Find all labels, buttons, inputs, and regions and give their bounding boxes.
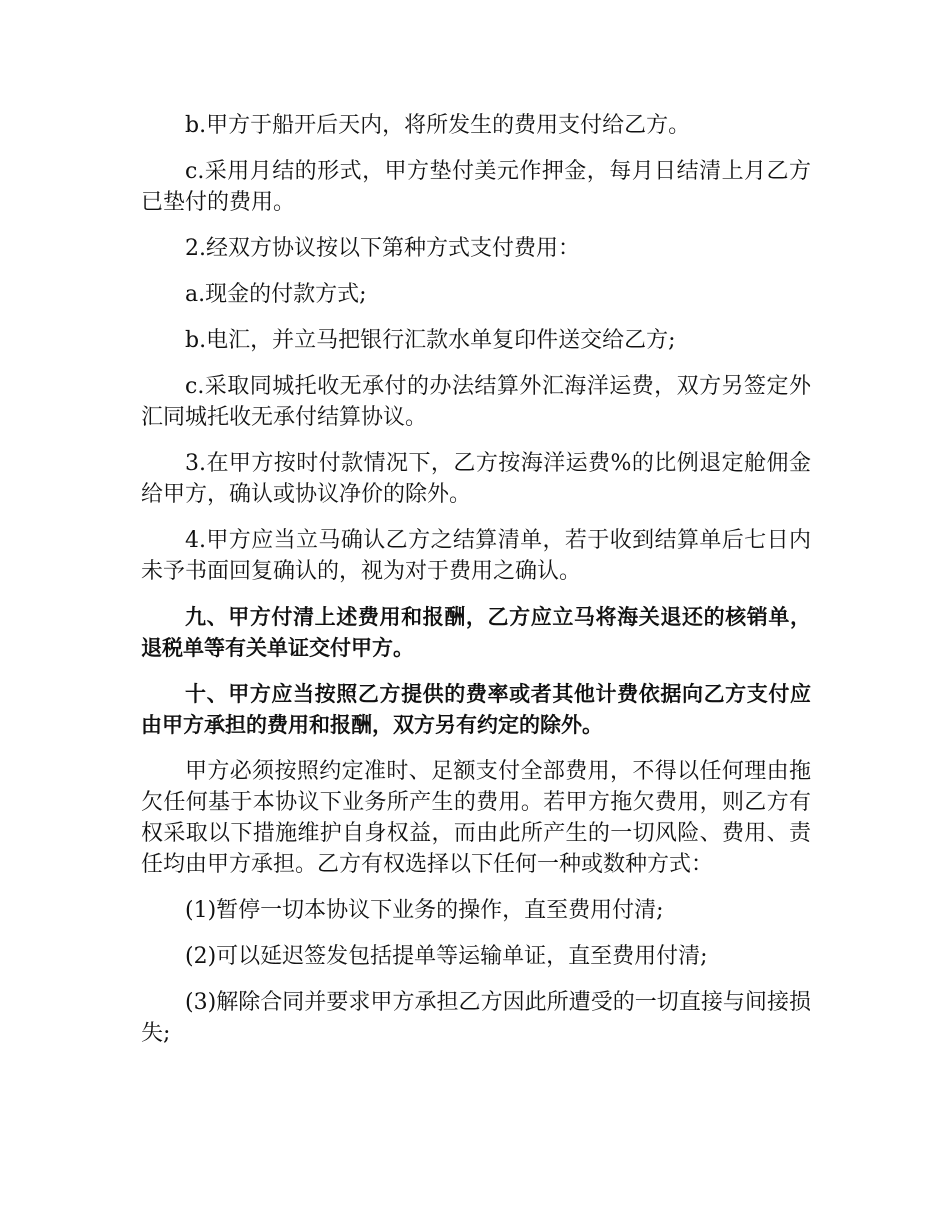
section-10-heading: 十、甲方应当按照乙方提供的费率或者其他计费依据向乙方支付应由甲方承担的费用和报酬，双方另有约定的除外。 (141, 682, 811, 737)
paragraph-payment-obligation: 甲方必须按照约定准时、足额支付全部费用，不得以任何理由拖欠任何基于本协议下业务所产生的费用。若甲方拖欠费用，则乙方有权采取以下措施维护自身权益，而由此所产生的一切风险、费用、责任均由甲方承担。乙方有权选择以下任何一种或数种方式： (141, 759, 811, 877)
paragraph-b-payment-after-sailing: b.甲方于船开后天内，将所发生的费用支付给乙方。 (185, 113, 691, 138)
document-body (141, 110, 811, 1064)
paragraph-measure-3: (3)解除合同并要求甲方承担乙方因此所遭受的一切直接与间接损失; (141, 990, 811, 1046)
paragraph-4-confirmation: 4.甲方应当立马确认乙方之结算清单，若于收到结算单后七日内未予书面回复确认的，视为对于费用之确认。 (141, 528, 811, 584)
paragraph-measure-2: (2)可以延迟签发包括提单等运输单证，直至费用付清; (185, 944, 708, 969)
paragraph-c-monthly-settlement: c.采用月结的形式，甲方垫付美元作押金，每月日结清上月乙方已垫付的费用。 (141, 159, 811, 215)
paragraph-b-wire-transfer: b.电汇，并立马把银行汇款水单复印件送交给乙方; (185, 328, 676, 353)
paragraph-measure-1: (1)暂停一切本协议下业务的操作，直至费用付清; (185, 898, 664, 923)
paragraph-a-cash: a.现金的付款方式; (185, 282, 367, 307)
paragraph-c-collection: c.采取同城托收无承付的办法结算外汇海洋运费，双方另签定外汇同城托收无承付结算协议。 (141, 374, 811, 430)
paragraph-3-commission: 3.在甲方按时付款情况下，乙方按海洋运费%的比例退定舱佣金给甲方，确认或协议净价的除外。 (141, 451, 811, 507)
paragraph-2-payment-method: 2.经双方协议按以下第种方式支付费用： (185, 236, 580, 261)
section-9-heading: 九、甲方付清上述费用和报酬，乙方应立马将海关退还的核销单，退税单等有关单证交付甲方。 (141, 605, 811, 660)
